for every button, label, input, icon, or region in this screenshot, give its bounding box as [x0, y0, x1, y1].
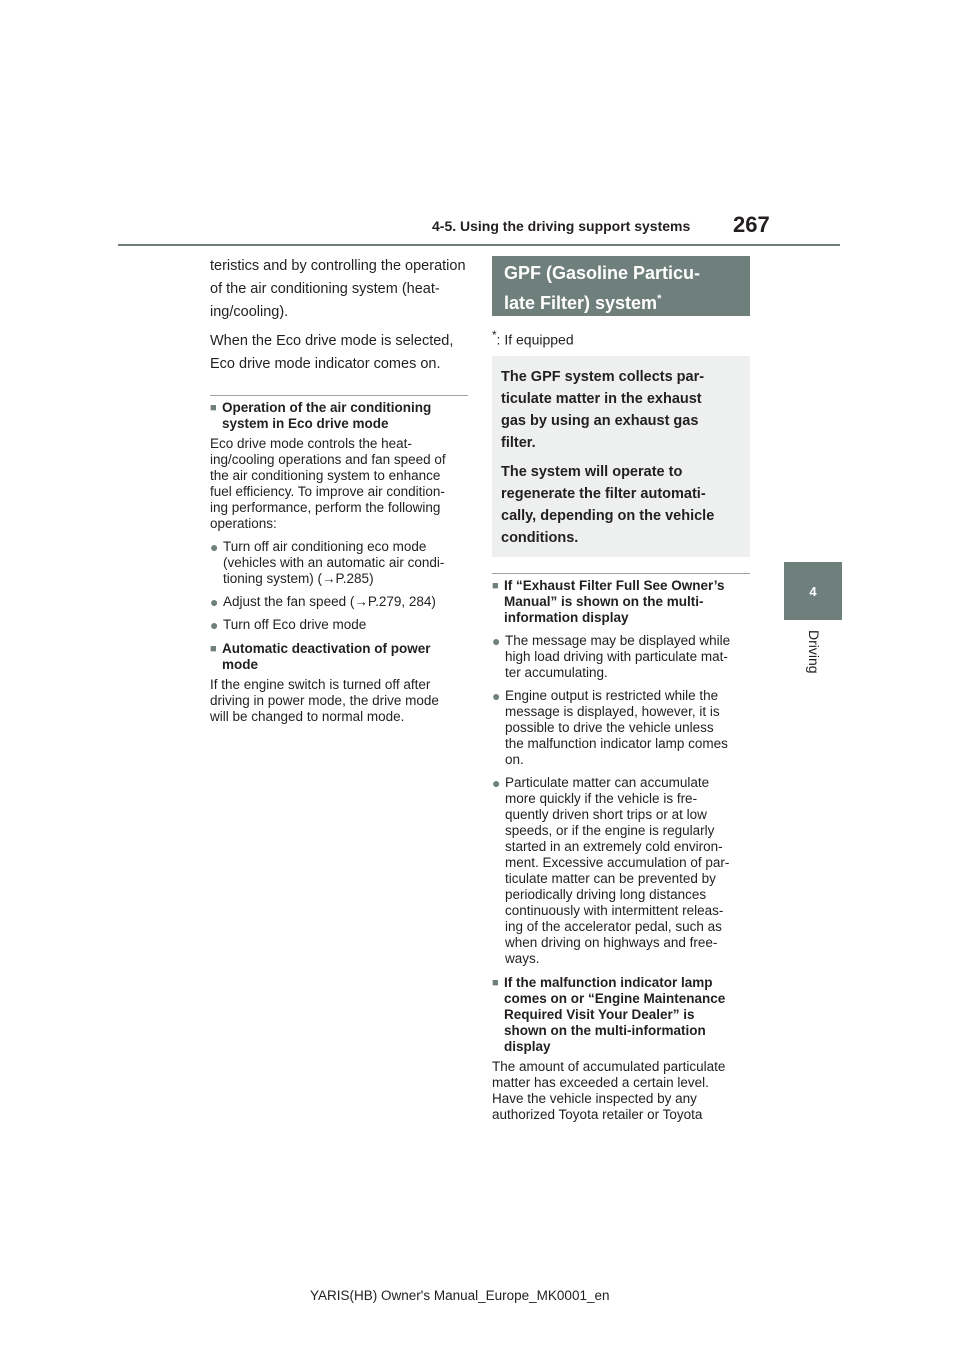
list-item — [492, 775, 750, 967]
text-line: ing performance, perform the following — [210, 500, 441, 515]
circle-bullet-icon: ● — [210, 617, 219, 633]
text-line: started in an extremely cold environ- — [505, 838, 723, 854]
text-line: when driving on highways and free- — [505, 934, 718, 950]
text-line: speeds, or if the engine is regularly — [505, 822, 715, 838]
text-line: ticulate matter can be prevented by — [505, 870, 716, 886]
text-line: will be changed to normal mode. — [210, 709, 405, 724]
summary-paragraph — [501, 366, 740, 454]
text-line: matter has exceeded a certain level. — [492, 1074, 709, 1090]
text-line: filter. — [501, 434, 536, 451]
text-line: tioning system) (→P.285) — [223, 571, 374, 586]
circle-bullet-icon: ● — [210, 539, 219, 555]
text-line: mode — [222, 657, 259, 672]
text-line: When the Eco drive mode is selected, — [210, 333, 454, 349]
text-line: quently driven short trips or at low — [505, 806, 707, 822]
text-line: on. — [505, 751, 524, 767]
text-line: ment. Excessive accumulation of par- — [505, 854, 730, 870]
chapter-label: Driving — [806, 630, 822, 674]
text-line: Required Visit Your Dealer” is — [504, 1006, 695, 1022]
gpf-summary-box — [492, 356, 750, 557]
text-line: The message may be displayed while — [505, 632, 731, 648]
text-line: authorized Toyota retailer or Toyota — [492, 1106, 703, 1122]
text-line: fuel efficiency. To improve air condition- — [210, 484, 445, 499]
text-line: If the malfunction indicator lamp — [504, 974, 713, 990]
text-line: information display — [504, 609, 629, 625]
page-number: 267 — [733, 212, 770, 237]
section-title: 4-5. Using the driving support systems — [432, 218, 691, 234]
text-line: Engine output is restricted while the — [505, 687, 719, 703]
text-line: Turn off Eco drive mode — [223, 617, 367, 632]
chapter-number: 4 — [809, 583, 817, 599]
text-line: Particulate matter can accumulate — [505, 774, 710, 790]
square-bullet-icon: ■ — [210, 643, 217, 655]
text-line: Turn off air conditioning eco mode — [223, 539, 427, 554]
text-line: Manual” is shown on the multi- — [504, 593, 704, 609]
text-line: If the engine switch is turned off after — [210, 677, 431, 692]
subheading-power-mode — [210, 641, 468, 673]
text-line: the air conditioning system to enhance — [210, 468, 441, 483]
square-bullet-icon: ■ — [492, 976, 499, 989]
subheading-malfunction-lamp — [492, 975, 750, 1055]
ac-eco-body — [210, 436, 468, 532]
text-line: possible to drive the vehicle unless — [505, 719, 714, 735]
circle-bullet-icon: ● — [492, 687, 501, 704]
section-divider — [492, 573, 750, 574]
text-line: Eco drive mode controls the heat- — [210, 436, 412, 451]
text-line: shown on the multi-information — [504, 1022, 706, 1038]
list-item — [492, 688, 750, 768]
text-line: conditions. — [501, 529, 579, 546]
text-line: comes on or “Engine Maintenance — [504, 990, 726, 1006]
chapter-tab[interactable] — [784, 562, 842, 620]
text-line: GPF (Gasoline Particu- — [504, 263, 701, 283]
text-line: driving in power mode, the drive mode — [210, 693, 439, 708]
text-line: regenerate the filter automati- — [501, 485, 706, 502]
list-item — [210, 539, 468, 587]
section-divider — [210, 395, 468, 396]
text-line: Have the vehicle inspected by any — [492, 1090, 697, 1106]
text-line: The amount of accumulated particulate — [492, 1058, 726, 1074]
intro-paragraph — [210, 255, 468, 324]
footnote-mark: * — [657, 293, 662, 305]
text-line: system in Eco drive mode — [222, 416, 389, 431]
text-line: Automatic deactivation of power — [222, 641, 431, 656]
manual-footer: YARIS(HB) Owner's Manual_Europe_MK0001_en — [310, 1288, 610, 1303]
text-line: high load driving with particulate mat- — [505, 648, 728, 664]
circle-bullet-icon: ● — [492, 632, 501, 649]
text-line: If “Exhaust Filter Full See Owner’s — [504, 577, 725, 593]
text-line: The system will operate to — [501, 463, 683, 480]
subheading-exhaust-filter-full — [492, 578, 750, 626]
right-column — [492, 256, 750, 1123]
gpf-section-title — [492, 256, 750, 316]
list-item — [492, 633, 750, 681]
text-line: continuously with intermittent releas- — [505, 902, 724, 918]
list-item — [210, 617, 468, 633]
text-line: operations: — [210, 516, 277, 531]
text-line: late Filter) system — [504, 293, 658, 313]
left-column — [210, 255, 468, 725]
indicator-paragraph — [210, 330, 468, 376]
text-line: Operation of the air conditioning — [222, 400, 432, 415]
square-bullet-icon: ■ — [492, 579, 499, 592]
text-line: cally, depending on the vehicle — [501, 507, 715, 524]
malfunction-lamp-body — [492, 1059, 750, 1123]
text-line: ing/cooling operations and fan speed of — [210, 452, 446, 467]
text-line: more quickly if the vehicle is fre- — [505, 790, 698, 806]
list-item — [210, 594, 468, 610]
text-line: The GPF system collects par- — [501, 368, 705, 385]
text-line: Eco drive mode indicator comes on. — [210, 356, 441, 372]
text-line: display — [504, 1038, 551, 1054]
power-mode-body — [210, 677, 468, 725]
summary-paragraph — [501, 461, 740, 549]
text-line: ing/cooling). — [210, 304, 289, 320]
footnote-mark: * — [492, 329, 497, 342]
circle-bullet-icon: ● — [492, 774, 501, 791]
text-line: (vehicles with an automatic air condi- — [223, 555, 445, 570]
equipped-note — [492, 328, 750, 348]
text-line: the malfunction indicator lamp comes — [505, 735, 728, 751]
text-line: of the air conditioning system (heat- — [210, 281, 440, 297]
note-text: : If equipped — [496, 331, 574, 348]
circle-bullet-icon: ● — [210, 594, 219, 610]
text-line: Adjust the fan speed (→P.279, 284) — [223, 594, 436, 609]
subheading-ac-eco — [210, 400, 468, 432]
text-line: periodically driving long distances — [505, 886, 707, 902]
text-line: message is displayed, however, it is — [505, 703, 720, 719]
text-line: ing of the accelerator pedal, such as — [505, 918, 722, 934]
header-divider — [118, 244, 840, 246]
text-line: teristics and by controlling the operation — [210, 258, 466, 274]
text-line: ter accumulating. — [505, 664, 608, 680]
text-line: ticulate matter in the exhaust — [501, 390, 702, 407]
text-line: ways. — [505, 950, 540, 966]
square-bullet-icon: ■ — [210, 402, 217, 414]
text-line: gas by using an exhaust gas — [501, 412, 699, 429]
